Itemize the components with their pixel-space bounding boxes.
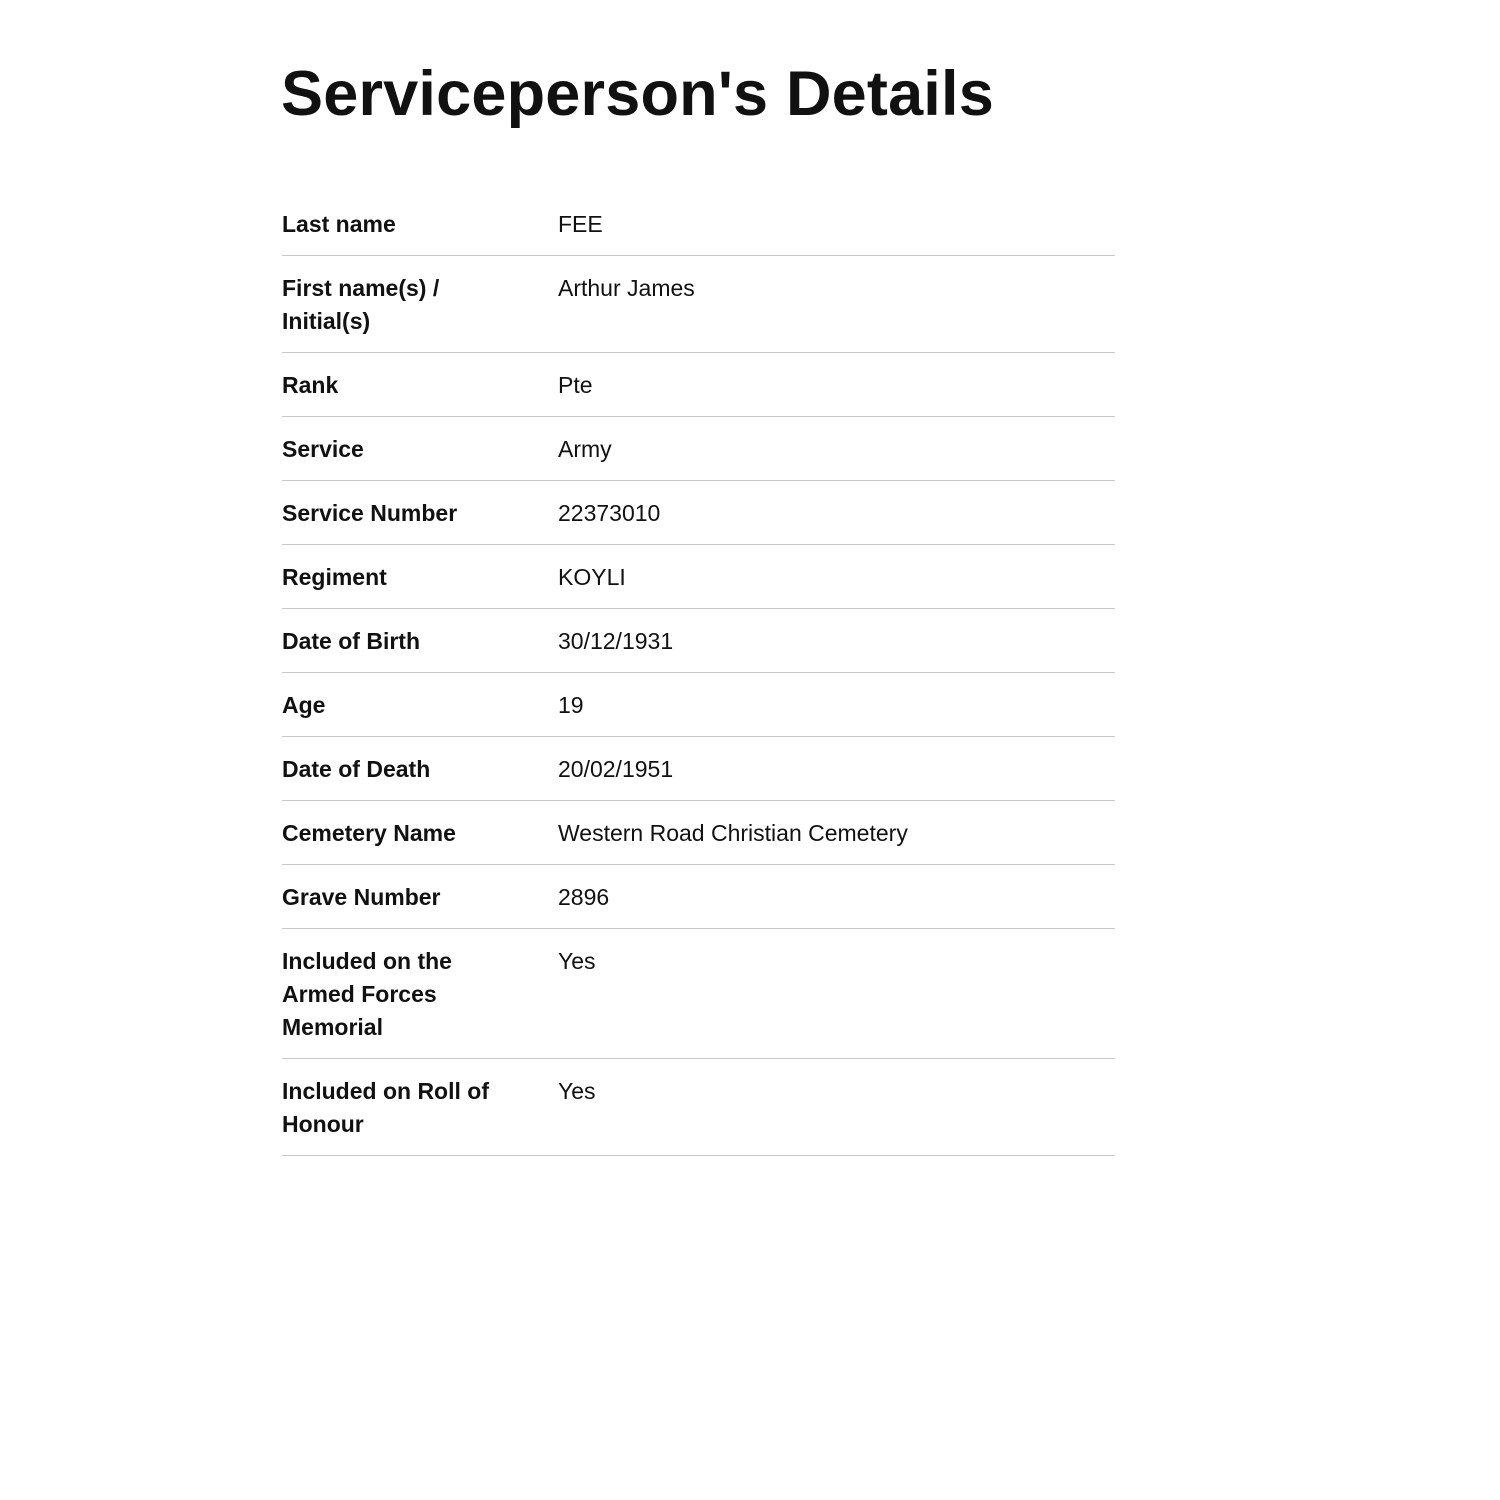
detail-label: Included on the Armed Forces Memorial bbox=[282, 948, 452, 1040]
detail-row-roll-of-honour bbox=[282, 1059, 1115, 1156]
detail-value: 30/12/1931 bbox=[558, 628, 674, 654]
detail-value: Arthur James bbox=[558, 275, 695, 301]
detail-value: Army bbox=[558, 436, 612, 462]
detail-row-grave-number bbox=[282, 865, 1115, 929]
detail-row-last-name bbox=[282, 192, 1115, 256]
detail-value: Yes bbox=[558, 1078, 596, 1104]
detail-value: Western Road Christian Cemetery bbox=[558, 820, 908, 846]
detail-label: Cemetery Name bbox=[282, 820, 456, 846]
detail-value: 19 bbox=[558, 692, 584, 718]
detail-row-date-of-death bbox=[282, 737, 1115, 801]
detail-value: KOYLI bbox=[558, 564, 626, 590]
detail-row-rank bbox=[282, 353, 1115, 417]
detail-value: FEE bbox=[558, 211, 603, 237]
detail-label: Date of Death bbox=[282, 756, 431, 782]
detail-label: Included on Roll of Honour bbox=[282, 1078, 489, 1137]
detail-value: Pte bbox=[558, 372, 593, 398]
detail-row-age bbox=[282, 673, 1115, 737]
detail-row-service bbox=[282, 417, 1115, 481]
detail-value: 22373010 bbox=[558, 500, 661, 526]
detail-label: First name(s) / Initial(s) bbox=[282, 275, 440, 334]
detail-row-service-number bbox=[282, 481, 1115, 545]
detail-label: Age bbox=[282, 692, 326, 718]
detail-value: 2896 bbox=[558, 884, 610, 910]
detail-value: Yes bbox=[558, 948, 596, 974]
details-table bbox=[282, 192, 1115, 1156]
detail-label: Date of Birth bbox=[282, 628, 420, 654]
detail-label: Regiment bbox=[282, 564, 387, 590]
detail-value: 20/02/1951 bbox=[558, 756, 674, 782]
detail-label: Service bbox=[282, 436, 364, 462]
detail-row-cemetery-name bbox=[282, 801, 1115, 865]
detail-row-date-of-birth bbox=[282, 609, 1115, 673]
detail-label: Last name bbox=[282, 211, 396, 237]
detail-row-first-names bbox=[282, 256, 1115, 353]
detail-label: Grave Number bbox=[282, 884, 441, 910]
detail-row-regiment bbox=[282, 545, 1115, 609]
detail-row-armed-forces-memorial bbox=[282, 929, 1115, 1059]
detail-label: Service Number bbox=[282, 500, 458, 526]
detail-label: Rank bbox=[282, 372, 339, 398]
page-title: Serviceperson's Details bbox=[281, 59, 994, 129]
